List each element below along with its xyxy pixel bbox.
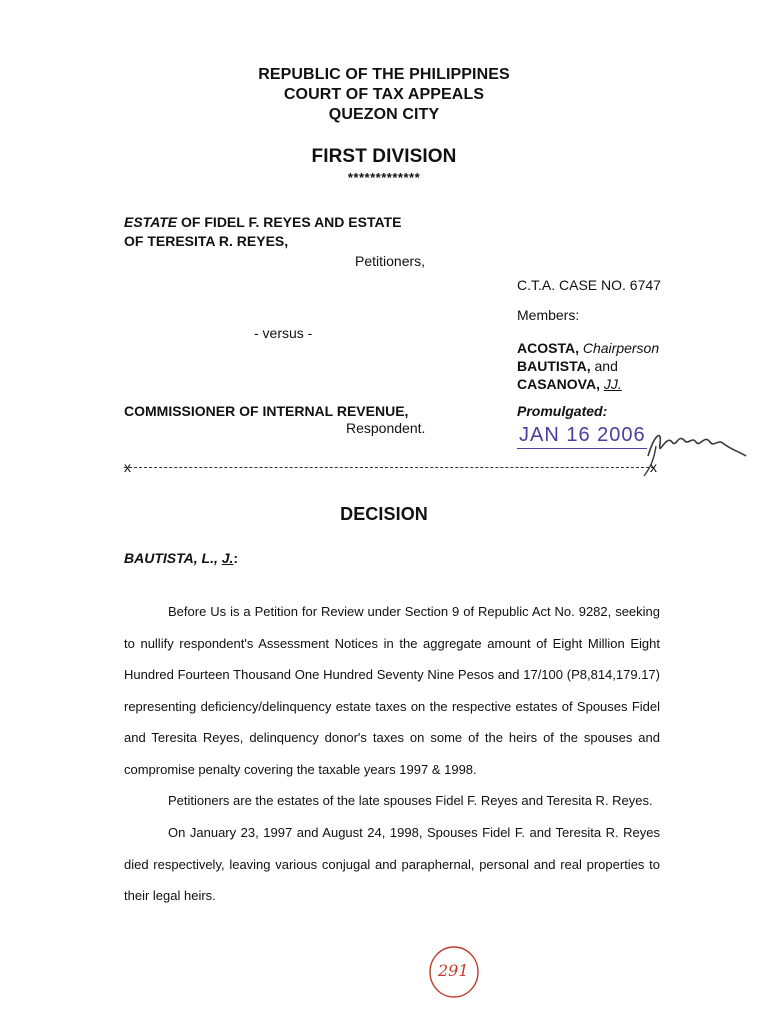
member-casanova bbox=[517, 376, 622, 392]
petitioner-role: Petitioners, bbox=[355, 253, 426, 269]
ponente-name: BAUTISTA, L., bbox=[124, 550, 218, 566]
caption-divider bbox=[124, 467, 654, 468]
petitioner-line-1 bbox=[124, 214, 401, 230]
paragraph-2: Petitioners are the estates of the late spouses Fidel F. Reyes and Teresita R. Reyes. bbox=[168, 793, 653, 808]
member-bautista bbox=[517, 358, 618, 374]
decision-title: DECISION bbox=[340, 504, 428, 524]
division-stars: ************* bbox=[347, 170, 421, 185]
member-bautista-name: BAUTISTA, bbox=[517, 358, 591, 374]
signature-scribble bbox=[640, 416, 750, 486]
paragraph-1: Before Us is a Petition for Review under Section 9 of Republic Act No. 9282, seeking to nullify respondent's Assessment Notices in the aggregate amount of Eight Million Eight Hundred Fourteen Thousand One Hundred Seventy Nine Pesos and 17/100 (P8,814,179.17) representing deficiency/delinquency estate taxes on the respective estates of Spouses Fidel and Teresita Reyes, delinquency donor's taxes on some of the heirs of the spouses and compromise penalty covering the taxable years 1997 & 1998. bbox=[124, 604, 660, 777]
member-acosta-name: ACOSTA, bbox=[517, 340, 579, 356]
header-city: QUEZON CITY bbox=[328, 106, 440, 123]
petitioner-estate-word: ESTATE bbox=[124, 214, 178, 230]
ponente-colon: : bbox=[233, 550, 239, 566]
petitioner-line-1-rest: OF FIDEL F. REYES AND ESTATE bbox=[177, 214, 402, 230]
promulgated-date-stamp: JAN 16 2006 bbox=[519, 424, 646, 446]
rule-x-left: x bbox=[124, 459, 131, 475]
petitioner-line-2: OF TERESITA R. REYES, bbox=[124, 233, 289, 249]
member-bautista-suffix: and bbox=[594, 358, 618, 374]
header-court: COURT OF TAX APPEALS bbox=[283, 86, 485, 103]
members-label: Members: bbox=[517, 307, 580, 323]
respondent-name: COMMISSIONER OF INTERNAL REVENUE, bbox=[124, 403, 409, 419]
ponente bbox=[124, 550, 238, 566]
ponente-suffix: J. bbox=[221, 550, 234, 566]
member-casanova-name: CASANOVA, bbox=[517, 376, 600, 392]
member-acosta bbox=[517, 340, 659, 356]
case-number: C.T.A. CASE NO. 6747 bbox=[517, 277, 661, 293]
stamp-underline bbox=[517, 448, 647, 449]
paragraph-3: On January 23, 1997 and August 24, 1998, Spouses Fidel F. and Teresita R. Reyes died respectively, leaving various conjugal and paraphernal, personal and real properties to their legal heirs. bbox=[124, 825, 660, 903]
division-title: FIRST DIVISION bbox=[311, 146, 457, 167]
page-number: 291 bbox=[438, 961, 469, 980]
header-republic: REPUBLIC OF THE PHILIPPINES bbox=[258, 66, 510, 83]
respondent-role: Respondent. bbox=[346, 420, 426, 436]
member-casanova-suffix: JJ. bbox=[603, 376, 622, 392]
promulgated-label bbox=[517, 403, 607, 419]
rule-x-right: x bbox=[650, 459, 657, 475]
promulgated-label-text: Promulgated: bbox=[517, 403, 608, 419]
member-acosta-role: Chairperson bbox=[582, 340, 660, 356]
versus-label: - versus - bbox=[254, 325, 313, 341]
